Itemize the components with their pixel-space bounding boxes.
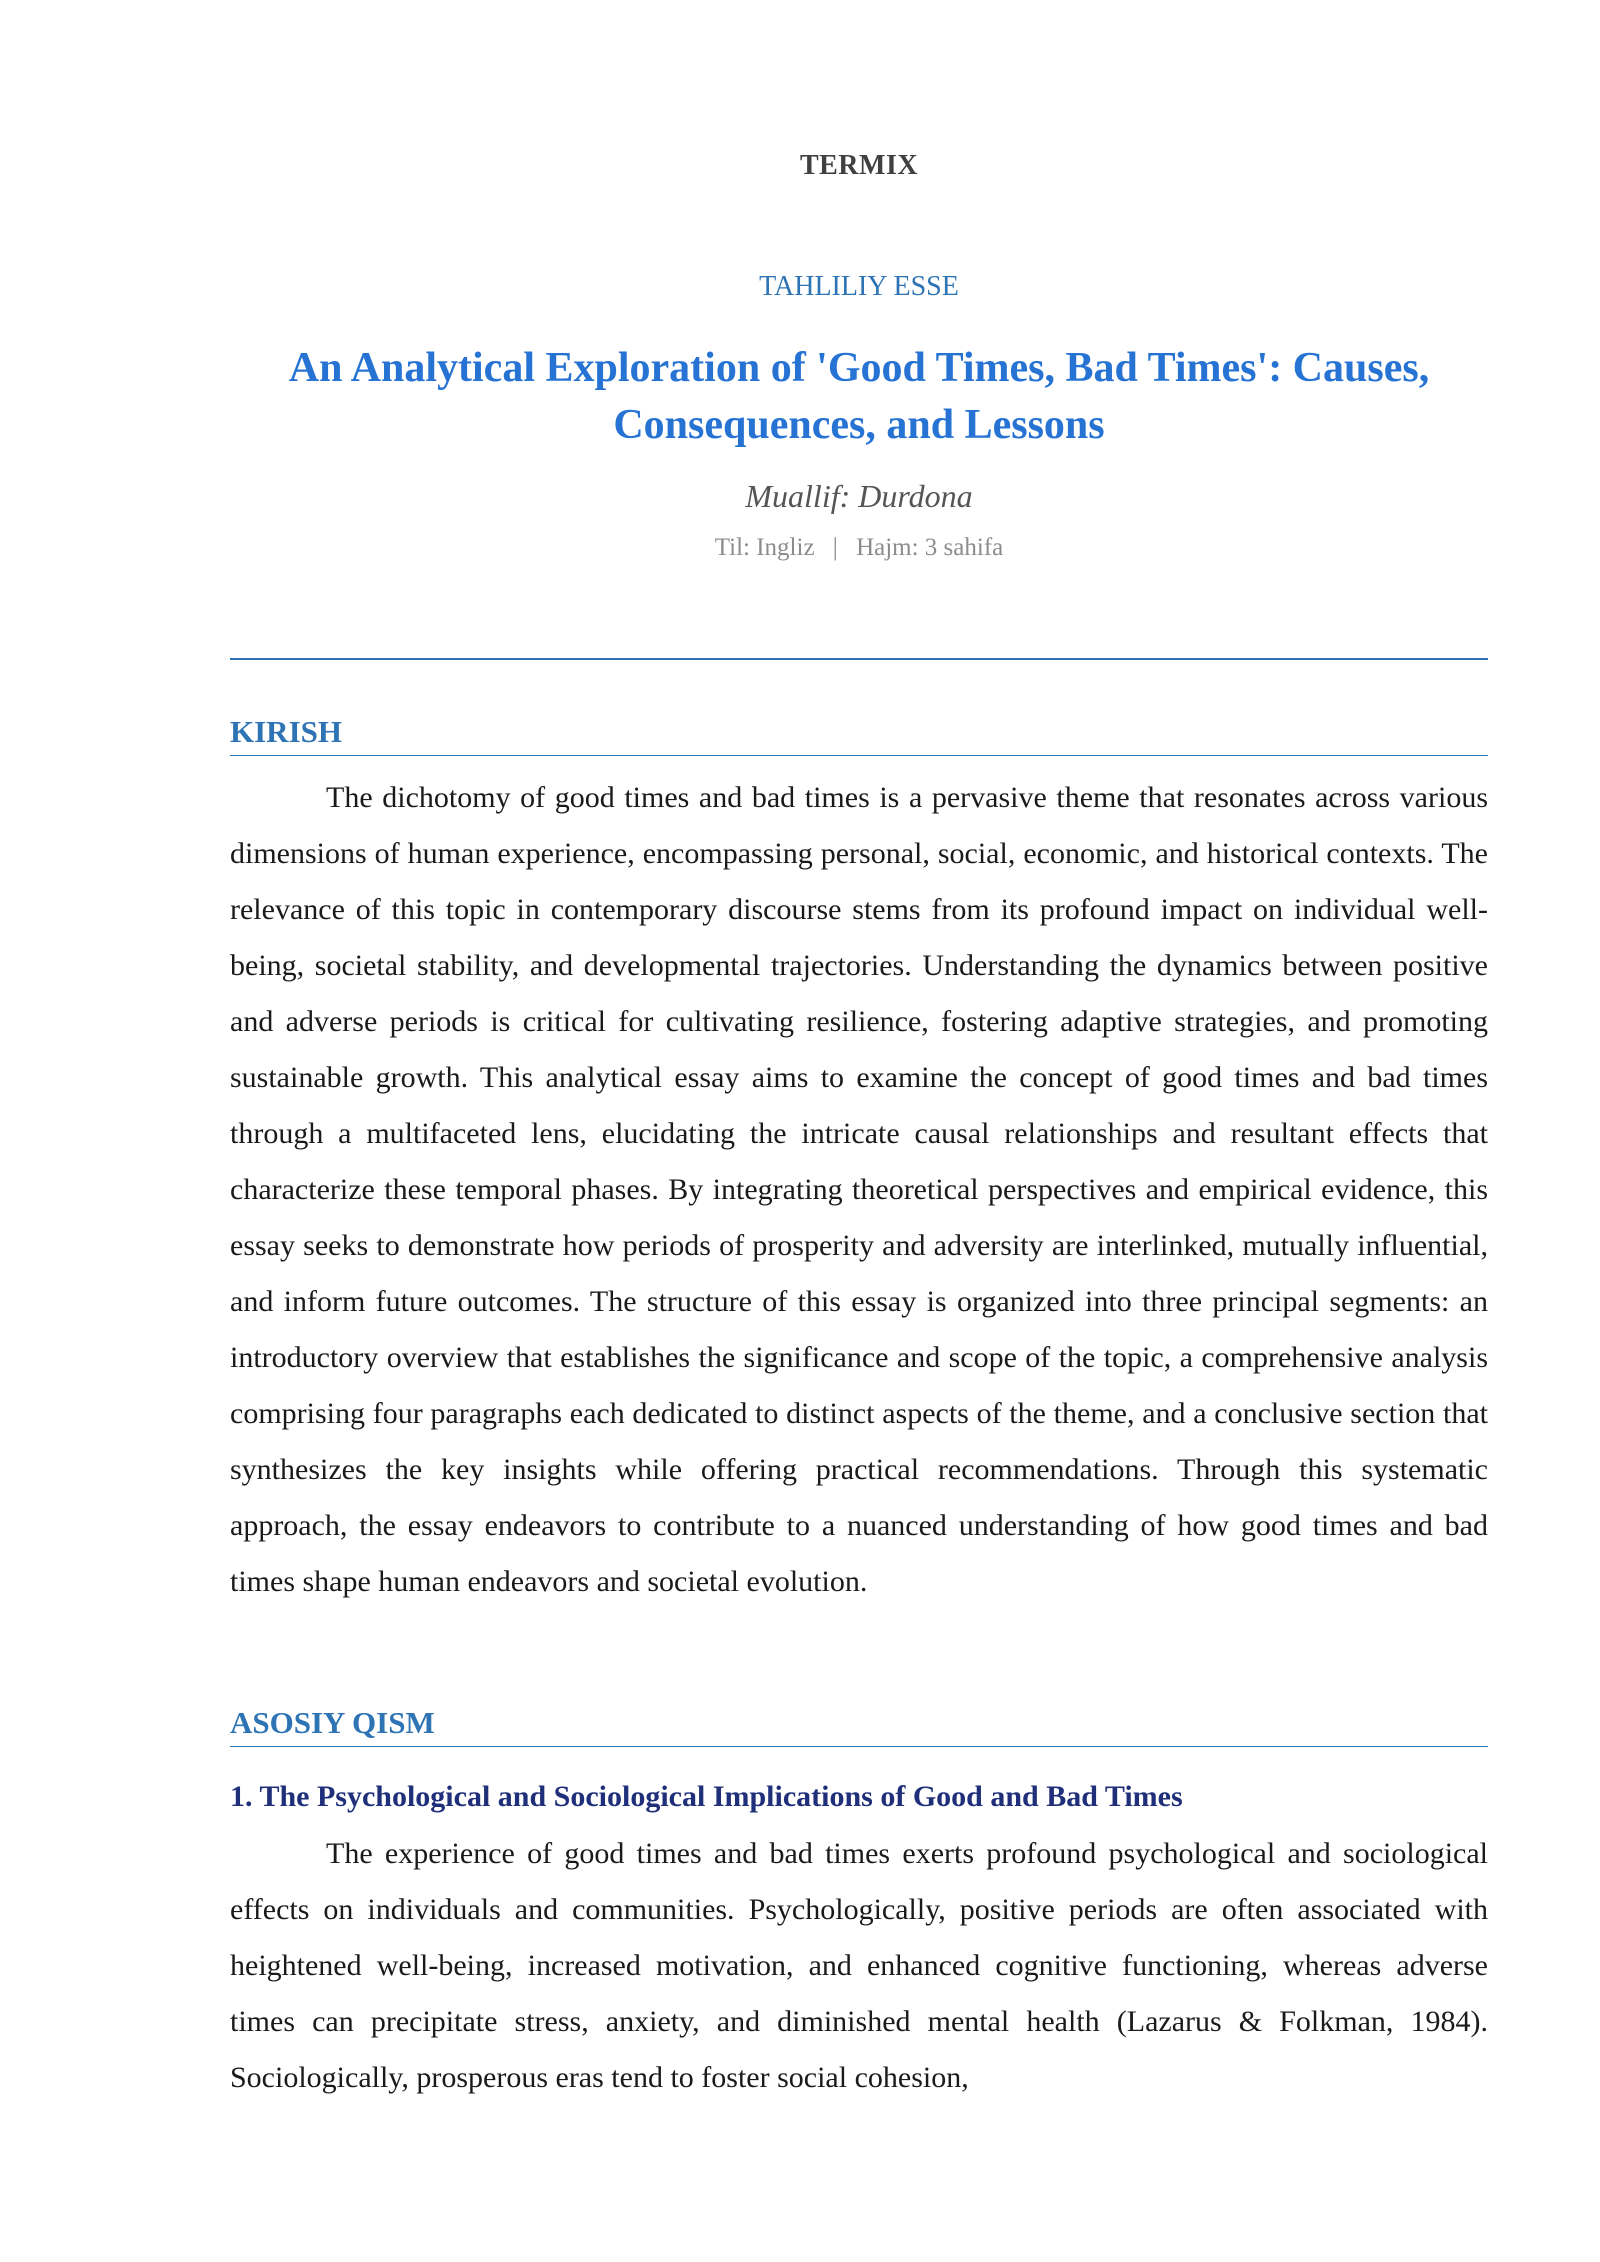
document-type: TAHLILIY ESSE <box>759 271 959 302</box>
section-heading-intro: KIRISH <box>230 713 1488 756</box>
subsection-1-paragraph: The experience of good times and bad times exerts profound psychological and sociological effects on individuals and communities. Psychologically, positive periods are often associated with heightened well-being, increased motivation, and enhanced cognitive functioning, whereas adverse times can precipitate stress, anxiety, and diminished mental health (Lazarus & Folkman, 1984). Sociologically, prosperous eras tend to foster social cohesion, <box>230 1837 1488 2094</box>
brand-name: TERMIX <box>799 150 919 181</box>
meta-separator: | <box>832 534 838 561</box>
language-info: Til: Ingliz <box>714 534 815 561</box>
section-heading-main: ASOSIY QISM <box>230 1704 1488 1747</box>
intro-paragraph: The dichotomy of good times and bad times is a pervasive theme that resonates across various dimensions of human experience, encompassing personal, social, economic, and historical contexts. The relevance of this topic in contemporary discourse stems from its profound impact on individual well-being, societal stability, and developmental trajectories. Understanding the dynamics between positive and adverse periods is critical for cultivating resilience, fostering adaptive strategies, and promoting sustainable growth. This analytical essay aims to examine the concept of good times and bad times through a multifaceted lens, elucidating the intricate causal relationships and resultant effects that characterize these temporal phases. By integrating theoretical perspectives and empirical evidence, this essay seeks to demonstrate how periods of prosperity and adversity are interlinked, mutually influential, and inform future outcomes. The structure of this essay is organized into three principal segments: an introductory overview that establishes the significance and scope of the topic, a comprehensive analysis comprising four paragraphs each dedicated to distinct aspects of the theme, and a conclusive section that synthesizes the key insights while offering practical recommendations. Through this systematic approach, the essay endeavors to contribute to a nuanced understanding of how good times and bad times shape human endeavors and societal evolution. <box>230 781 1488 1598</box>
document-title: An Analytical Exploration of 'Good Times, Bad Times': Causes, Consequences, and Lessons <box>288 345 1430 448</box>
subsection-heading-1: 1. The Psychological and Sociological Implications of Good and Bad Times <box>230 1780 1183 1813</box>
header-divider <box>230 658 1488 660</box>
document-meta <box>230 534 1488 562</box>
author-line: Muallif: Durdona <box>745 478 973 514</box>
volume-info: Hajm: 3 sahifa <box>856 534 1004 561</box>
